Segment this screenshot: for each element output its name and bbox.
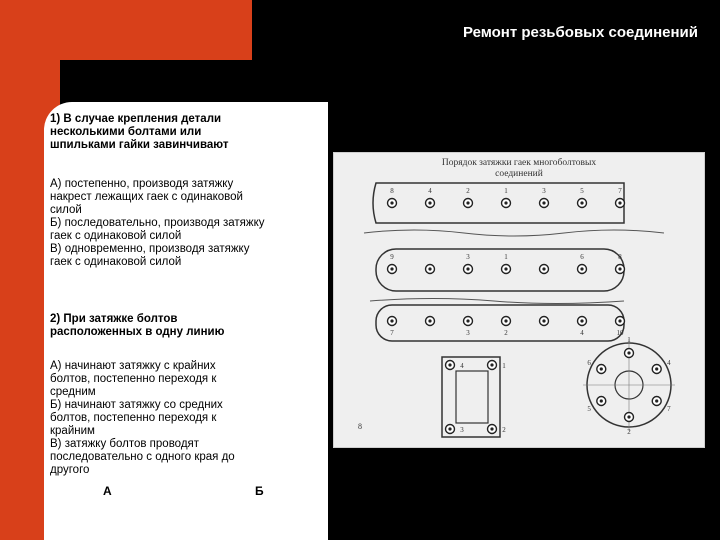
square-flange-hole	[456, 371, 488, 423]
square-bolt-label: 4	[460, 362, 464, 370]
row3-bolt	[464, 317, 473, 338]
row2-bolt-label: 3	[466, 253, 470, 261]
ring-bolt-center	[655, 367, 658, 370]
row1-bolt-label: 2	[466, 187, 470, 195]
row3-bolt-center	[466, 319, 469, 322]
row3-bolt-center	[428, 319, 431, 322]
row3-bolt	[616, 317, 625, 338]
square-bolt	[488, 361, 507, 371]
row1-bolt-label: 1	[504, 187, 508, 195]
question-2-options: А) начинают затяжку с крайних болтов, постепенно переходя к средним Б) начинают затяжку со средних болтов, постепенно переходя к крайним В) затяжку болтов проводят последовательно с одного края до другого	[50, 360, 235, 476]
row2-bolt-center	[504, 267, 507, 270]
bolt-row-3	[388, 317, 625, 338]
row2-bolt	[426, 265, 435, 274]
row2-bolt	[464, 253, 473, 274]
row2-bolt-label: 8	[618, 253, 622, 261]
row1-bolt-center	[428, 201, 431, 204]
figure-caption-line-2: соединений	[495, 169, 543, 179]
row1-bolt-center	[542, 201, 545, 204]
row1-bolt-center	[618, 201, 621, 204]
row2-bolt-center	[428, 267, 431, 270]
bolt-row-2	[388, 253, 625, 274]
square-bolt-center	[490, 363, 493, 366]
square-bolt-label: 2	[502, 426, 506, 434]
ring-bolt-center	[600, 399, 603, 402]
row3-bolt-center	[542, 319, 545, 322]
square-bolt-label: 3	[460, 426, 464, 434]
row3-bolt-label: 7	[390, 329, 394, 337]
row1-bolt	[578, 187, 587, 208]
row1-bolt	[616, 187, 625, 208]
row2-bolt-label: 1	[504, 253, 508, 261]
row2-bolt-center	[542, 267, 545, 270]
ring-bolt-label: 7	[667, 405, 671, 413]
ring-bolt-label: 5	[587, 405, 591, 413]
row3-bolt-label: 10	[616, 329, 624, 337]
figure-page-number: 8	[358, 422, 362, 431]
row2-bolt-label: 9	[390, 253, 394, 261]
row3-bolt-label: 4	[580, 329, 584, 337]
ring-bolt-center	[627, 415, 630, 418]
square-bolt	[446, 361, 465, 371]
row3-bolt	[578, 317, 587, 338]
row1-bolt-label: 4	[428, 187, 432, 195]
row2-bolt	[578, 253, 587, 274]
row1-bolt-center	[466, 201, 469, 204]
slide-title: Ремонт резьбовых соединений	[462, 24, 698, 41]
square-bolt	[488, 425, 507, 435]
row1-bolt	[426, 187, 435, 208]
row3-bolt-center	[580, 319, 583, 322]
row1-bolt-label: 8	[390, 187, 394, 195]
ring-bolt-label: 1	[627, 336, 631, 344]
row1-bolt	[464, 187, 473, 208]
square-bolt-center	[490, 427, 493, 430]
row1-bolt	[502, 187, 511, 208]
row2-bolt-center	[618, 267, 621, 270]
ring-bolt	[587, 359, 605, 374]
row2-bolt	[540, 265, 549, 274]
question-2: 2) При затяжке болтов расположенных в одну линию	[50, 313, 225, 338]
row2-bolt-label: 6	[580, 253, 584, 261]
square-bolt-center	[448, 427, 451, 430]
row3-bolt-label: 3	[466, 329, 470, 337]
bolt-diagram	[334, 153, 704, 447]
ring-bolt-center	[655, 399, 658, 402]
row3-bolt-center	[504, 319, 507, 322]
ring-bolt-label: 4	[667, 359, 671, 367]
bolt-row-1	[388, 187, 625, 208]
row3-bolt	[426, 317, 435, 326]
ring-bolt-center	[600, 367, 603, 370]
ring-bolt-label: 6	[587, 359, 591, 367]
row1-bolt	[388, 187, 397, 208]
row1-bolt	[540, 187, 549, 208]
square-bolt-label: 1	[502, 362, 506, 370]
row1-bolt-center	[390, 201, 393, 204]
ring-bolt-center	[627, 351, 630, 354]
question-1-options: А) постепенно, производя затяжку накрест лежащих гаек с одинаковой силой Б) последовательно, производя затяжку гаек с одинаковой силой В) одновременно, производя затяжку гаек с одинаковой силой	[50, 178, 265, 268]
row2-bolt-center	[580, 267, 583, 270]
row2-bolt-center	[466, 267, 469, 270]
label-a: А	[103, 484, 112, 498]
row2-bolt-center	[390, 267, 393, 270]
separator-1	[364, 230, 664, 236]
row3-bolt	[388, 317, 397, 338]
separator-2	[370, 299, 624, 304]
row1-bolt-label: 3	[542, 187, 546, 195]
row3-bolt	[502, 317, 511, 338]
row3-bolt	[540, 317, 549, 326]
figure-caption-line-1: Порядок затяжки гаек многоболтовых	[441, 158, 597, 168]
bolt-tightening-figure	[333, 152, 705, 448]
row3-bolt-center	[390, 319, 393, 322]
row3-bolt-label: 2	[504, 329, 508, 337]
square-bolt-center	[448, 363, 451, 366]
question-1: 1) В случае крепления детали несколькими болтами или шпильками гайки завинчивают	[50, 113, 229, 151]
square-bolt	[446, 425, 465, 435]
label-b: Б	[255, 484, 264, 498]
row3-bolt-center	[618, 319, 621, 322]
row2-bolt	[502, 253, 511, 274]
row1-bolt-center	[504, 201, 507, 204]
row1-bolt-label: 7	[618, 187, 622, 195]
row1-bolt-center	[580, 201, 583, 204]
row1-bolt-label: 5	[580, 187, 584, 195]
ring-bolt-label: 2	[627, 428, 631, 436]
row2-bolt	[388, 253, 397, 274]
